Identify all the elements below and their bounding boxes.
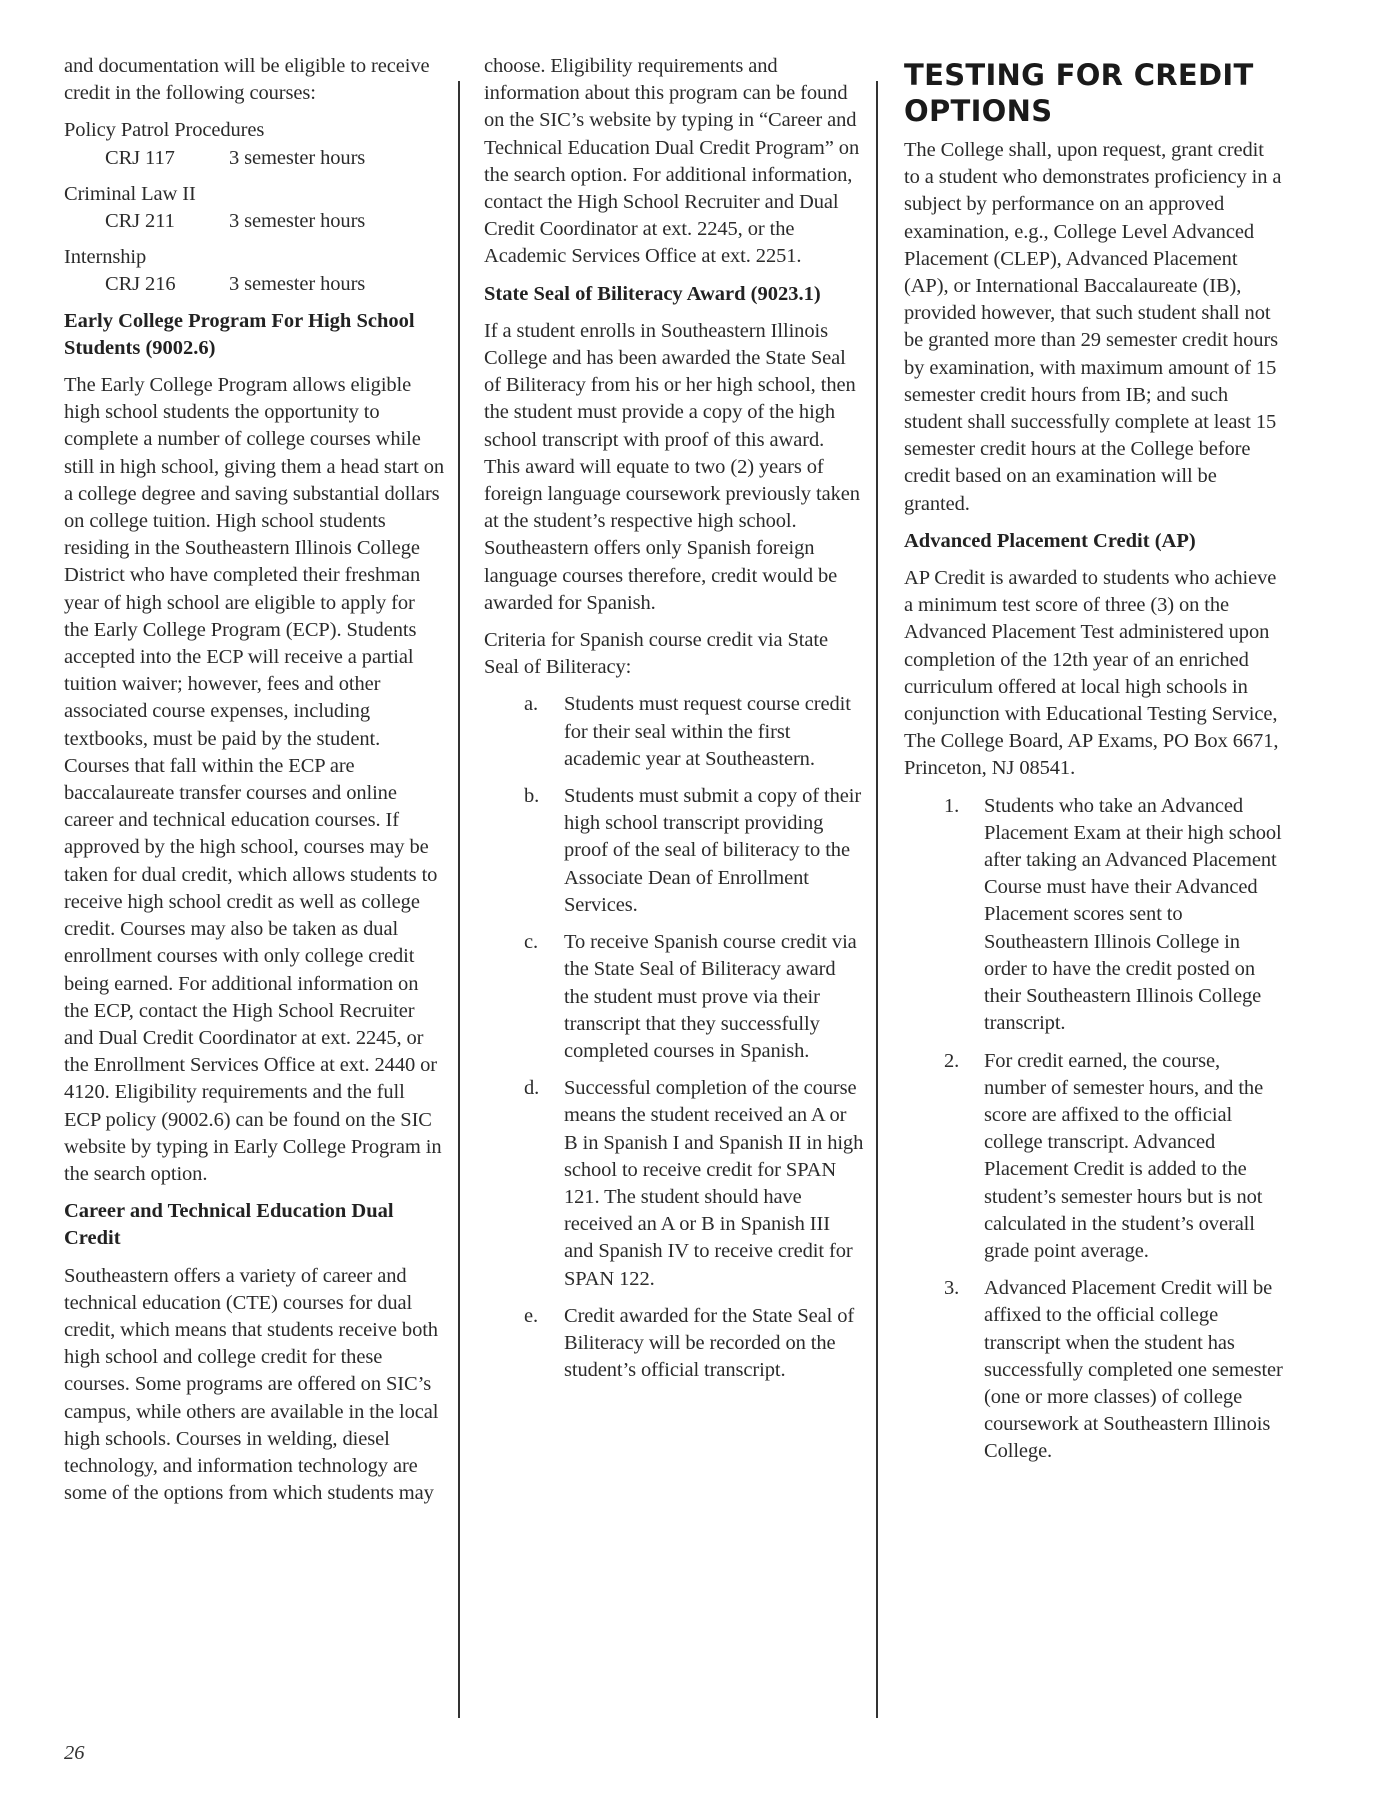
course-name: Policy Patrol Procedures — [64, 119, 265, 142]
list-marker: 1. — [944, 794, 960, 817]
section-title: TESTING FOR CREDIT OPTIONS — [904, 58, 1254, 128]
list-item-text: Students must request course credit for their seal within the first academic year at Southeastern. — [564, 693, 851, 770]
list-item — [484, 929, 864, 1065]
cte-paragraph: Southeastern offers a variety of career and technical education (CTE) courses for dual credit, which means that students receive both high school and college credit for these courses. Some programs are offered on SIC’s campus, while others are available in the local high schools. Courses in welding, diesel technology, and information technology are some of the options from which students may — [64, 1264, 439, 1505]
list-item-text: Successful completion of the course means the student received an A or B in Spanish I and Spanish II in high school to receive credit for SPAN 121. The student should have received an A or B in Spanish III and Spanish IV to receive credit for SPAN 122. — [564, 1077, 864, 1290]
course-hours: 3 semester hours — [229, 210, 366, 233]
page-number: 26 — [64, 1742, 85, 1764]
course-entry — [64, 181, 444, 235]
list-marker: b. — [524, 785, 540, 808]
ap-heading: Advanced Placement Credit (AP) — [904, 529, 1196, 552]
column-divider — [876, 81, 878, 1718]
list-item-text: For credit earned, the course, number of semester hours, and the score are affixed to the official college transcript. Advanced Placement Credit is added to the student’s semester hours but is not calculated in the student’s overall grade point average. — [984, 1049, 1264, 1262]
column-3 — [904, 53, 1284, 1476]
list-item — [484, 1075, 864, 1293]
seal-heading: State Seal of Biliteracy Award (9023.1) — [484, 282, 821, 305]
course-code: CRJ 211 — [105, 210, 175, 233]
list-item — [904, 793, 1284, 1038]
list-item — [484, 691, 864, 773]
course-entry — [64, 117, 444, 171]
list-item — [904, 1048, 1284, 1266]
course-code: CRJ 117 — [105, 146, 175, 169]
seal-paragraph: If a student enrolls in Southeastern Illinois College and has been awarded the State Seal of Biliteracy from his or her high school, then the student must provide a copy of the high school transcript with proof of this award. This award will equate to two (2) years of foreign language coursework previously taken at the student’s respective high school. Southeastern offers only Spanish foreign language courses therefore, credit would be awarded for Spanish. — [484, 319, 860, 614]
intro-paragraph: and documentation will be eligible to receive credit in the following courses: — [64, 55, 430, 105]
list-item-text: Students must submit a copy of their high school transcript providing proof of the seal of biliteracy to the Associate Dean of Enrollment Services. — [564, 785, 862, 916]
list-item-text: To receive Spanish course credit via the State Seal of Biliteracy award the student must prove via their transcript that they successfully completed courses in Spanish. — [564, 931, 857, 1062]
cte-continued-paragraph: choose. Eligibility requirements and information about this program can be found on the SIC’s website by typing in “Career and Technical Education Dual Credit Program” on the search option. For additional information, contact the High School Recruiter and Dual Credit Coordinator at ext. 2245, or the Academic Services Office at ext. 2251. — [484, 55, 860, 268]
criteria-intro: Criteria for Spanish course credit via State Seal of Biliteracy: — [484, 629, 828, 679]
ap-list — [904, 793, 1284, 1466]
list-marker: d. — [524, 1077, 540, 1100]
column-1 — [64, 53, 444, 1517]
cte-heading: Career and Technical Education Dual Credit — [64, 1200, 394, 1250]
criteria-list — [484, 691, 864, 1384]
list-item — [904, 1275, 1284, 1465]
course-entry — [64, 244, 444, 298]
list-marker: 2. — [944, 1049, 960, 1072]
course-code: CRJ 216 — [105, 273, 176, 296]
testing-intro-paragraph: The College shall, upon request, grant credit to a student who demonstrates proficiency in a subject by performance on an approved examination, e.g., College Level Advanced Placement (CLEP), Advanced Placement (AP), or International Baccalaureate (IB), provided however, that such student shall not be granted more than 29 semester credit hours by examination, with maximum amount of 15 semester credit hours from IB; and such student shall successfully complete at least 15 semester credit hours at the College before credit based on an examination will be granted. — [904, 139, 1282, 515]
course-hours: 3 semester hours — [229, 146, 366, 169]
list-item — [484, 1303, 864, 1385]
course-name: Criminal Law II — [64, 182, 196, 205]
list-item — [484, 783, 864, 919]
ap-paragraph: AP Credit is awarded to students who achieve a minimum test score of three (3) on the Advanced Placement Test administered upon completion of the 12th year of an enriched curriculum offered at local high schools in conjunction with Educational Testing Service, The College Board, AP Exams, PO Box 6671, Princeton, NJ 08541. — [904, 567, 1279, 780]
course-name: Internship — [64, 246, 147, 269]
list-item-text: Credit awarded for the State Seal of Biliteracy will be recorded on the student’s official transcript. — [564, 1304, 855, 1382]
ecp-paragraph: The Early College Program allows eligible high school students the opportunity to complete a number of college courses while still in high school, giving them a head start on a college degree and saving substantial dollars on college tuition. High school students residing in the Southeastern Illinois College District who have completed their freshman year of high school are eligible to apply for the Early College Program (ECP). Students accepted into the ECP will receive a partial tuition waiver; however, fees and other associated course expenses, including textbooks, must be paid by the student. Courses that fall within the ECP are baccalaureate transfer courses and online career and technical education courses. If approved by the high school, courses may be taken for dual credit, which allows students to receive high school credit as well as college credit. Courses may also be taken as dual enrollment courses with only college credit being earned. For additional information on the ECP, contact the High School Recruiter and Dual Credit Coordinator at ext. 2245, or the Enrollment Services Office at ext. 2440 or 4120. Eligibility requirements and the full ECP policy (9002.6) can be found on the SIC website by typing in Early College Program in the search option. — [64, 374, 444, 1185]
list-marker: c. — [524, 931, 539, 954]
column-divider — [458, 81, 460, 1718]
ecp-heading: Early College Program For High School Students (9002.6) — [64, 309, 415, 359]
list-item-text: Advanced Placement Credit will be affixed to the official college transcript when the student has successfully completed one semester (one or more classes) of college coursework at Southeastern Illinois College. — [984, 1277, 1283, 1463]
course-hours: 3 semester hours — [229, 273, 366, 296]
list-marker: e. — [524, 1304, 539, 1327]
column-2 — [484, 53, 864, 1394]
list-marker: a. — [524, 693, 539, 716]
list-item-text: Students who take an Advanced Placement Exam at their high school after taking an Advanced Placement Course must have their Advanced Placement scores sent to Southeastern Illinois College in order to have the credit posted on their Southeastern Illinois College transcript. — [984, 794, 1282, 1035]
list-marker: 3. — [944, 1277, 960, 1300]
